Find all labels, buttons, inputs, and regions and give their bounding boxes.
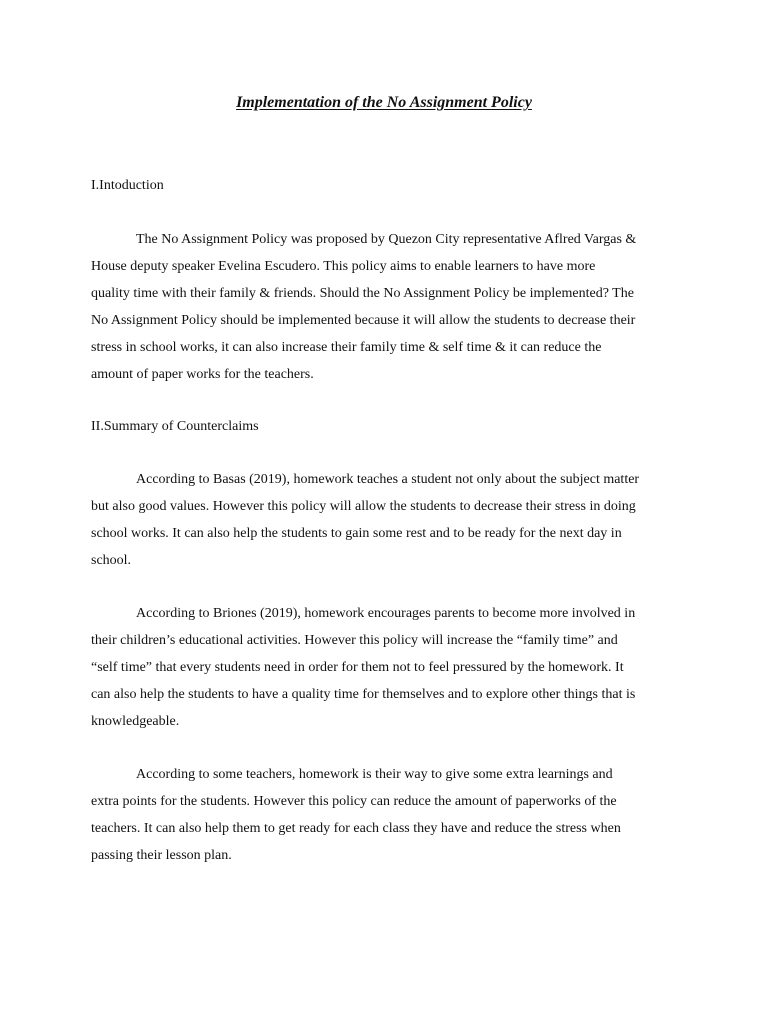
paragraph-line: According to Basas (2019), homework teaches a student not only about the subject matter bbox=[136, 472, 640, 487]
paragraph-line: can also help the students to have a quality time for themselves and to explore other things that is bbox=[91, 687, 636, 702]
paragraph-line: school works. It can also help the students to gain some rest and to be ready for the next day in bbox=[91, 526, 622, 541]
paragraph-line: their children’s educational activities. However this policy will increase the “family time” and bbox=[91, 633, 618, 648]
paragraph-line: “self time” that every students need in order for them not to feel pressured by the homework. It bbox=[91, 660, 624, 675]
paragraph-line: According to Briones (2019), homework encourages parents to become more involved in bbox=[136, 606, 636, 621]
paragraph-line: The No Assignment Policy was proposed by Quezon City representative Aflred Vargas & bbox=[136, 232, 637, 247]
paragraph-line: No Assignment Policy should be implemented because it will allow the students to decrease their bbox=[91, 313, 636, 328]
paragraph-basas bbox=[91, 471, 691, 579]
section-heading-introduction: I.Intoduction bbox=[91, 178, 164, 193]
paragraph-line: quality time with their family & friends. Should the No Assignment Policy be implemented? The bbox=[91, 286, 634, 301]
paragraph-line: but also good values. However this policy will allow the students to decrease their stress in doing bbox=[91, 499, 636, 514]
document-title-text: Implementation of the No Assignment Policy bbox=[236, 94, 532, 111]
paragraph-line: stress in school works, it can also increase their family time & self time & it can reduce the bbox=[91, 340, 602, 355]
paragraph-line: According to some teachers, homework is their way to give some extra learnings and bbox=[136, 767, 613, 782]
paragraph-briones bbox=[91, 605, 691, 740]
paragraph-line: extra points for the students. However this policy can reduce the amount of paperworks of the bbox=[91, 794, 617, 809]
paragraph-teachers bbox=[91, 766, 691, 874]
paragraph-line: House deputy speaker Evelina Escudero. This policy aims to enable learners to have more bbox=[91, 259, 596, 274]
paragraph-line: amount of paper works for the teachers. bbox=[91, 367, 314, 382]
document-title bbox=[0, 92, 768, 114]
paragraph-line: school. bbox=[91, 553, 132, 568]
paragraph-line: knowledgeable. bbox=[91, 714, 180, 729]
paragraph-line: teachers. It can also help them to get ready for each class they have and reduce the stress when bbox=[91, 821, 621, 836]
section-heading-counterclaims: II.Summary of Counterclaims bbox=[91, 419, 259, 434]
paragraph-line: passing their lesson plan. bbox=[91, 848, 232, 863]
paragraph-introduction bbox=[91, 231, 691, 393]
